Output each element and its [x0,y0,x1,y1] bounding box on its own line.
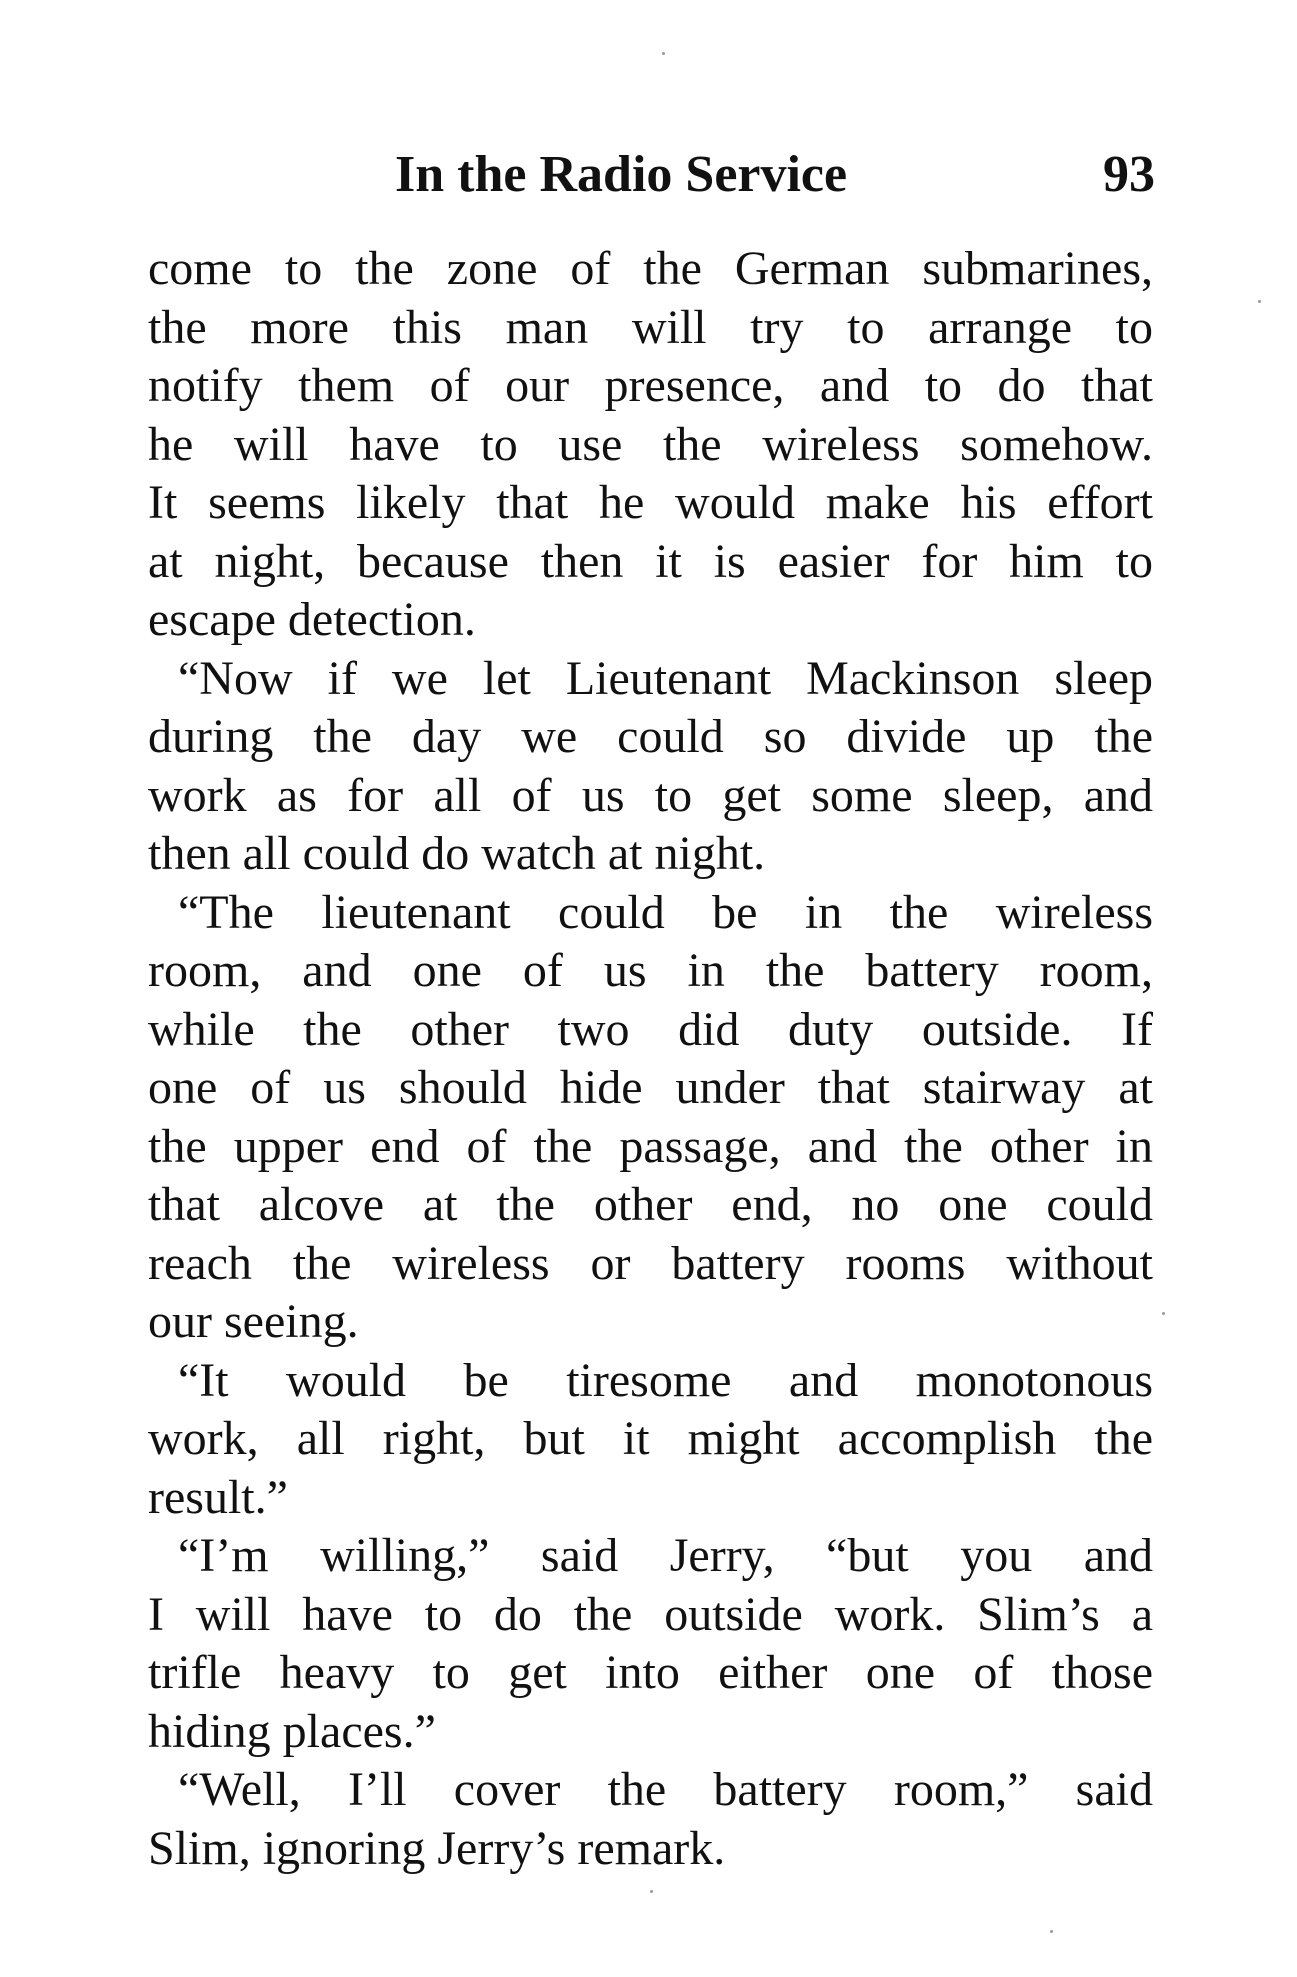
text-line: “Now if we let Lieutenant Mackinson sleep [178,651,1153,705]
text-line: at night, because then it is easier for him to [148,534,1153,588]
page-number: 93 [1103,146,1155,203]
text-line: work, all right, but it might accomplish the [148,1412,1153,1465]
scan-speck [662,52,665,55]
text-line: work as for all of us to get some sleep, and [148,768,1153,822]
text-line: notify them of our presence, and to do that [148,359,1153,412]
text-line: the upper end of the passage, and the other in [148,1119,1153,1173]
text-line: come to the zone of the German submarines, [148,242,1153,295]
text-line: reach the wireless or battery rooms without [148,1236,1153,1290]
text-line: result.” [148,1470,288,1524]
text-line: the more this man will try to arrange to [148,300,1153,354]
running-title: In the Radio Service [395,146,848,203]
text-line: room, and one of us in the battery room, [148,944,1153,997]
text-line: while the other two did duty outside. If [148,1002,1153,1056]
text-line: It seems likely that he would make his effort [148,476,1153,529]
text-line: our seeing. [148,1295,359,1348]
text-line: trifle heavy to get into either one of those [148,1646,1153,1699]
scan-speck [1258,300,1261,303]
text-line: Slim, ignoring Jerry’s remark. [148,1821,726,1875]
text-line: escape detection. [148,593,476,646]
text-line: during the day we could so divide up the [148,710,1153,763]
scan-speck [650,1890,653,1893]
scan-speck [1162,1312,1165,1315]
text-line: “I’m willing,” said Jerry, “but you and [178,1529,1153,1582]
text-line: that alcove at the other end, no one could [148,1178,1153,1231]
text-line: “It would be tiresome and monotonous [178,1353,1153,1407]
body-text [148,240,1153,1878]
scan-speck [1050,1930,1053,1933]
text-line: “Well, I’ll cover the battery room,” said [178,1763,1153,1816]
running-head [395,140,1165,210]
text-line: “The lieutenant could be in the wireless [178,885,1153,939]
text-line: he will have to use the wireless somehow. [148,417,1153,471]
text-line: one of us should hide under that stairway at [148,1061,1153,1114]
text-line: I will have to do the outside work. Slim’s a [148,1587,1153,1641]
text-line: hiding places.” [148,1704,436,1758]
text-line: then all could do watch at night. [148,827,766,880]
